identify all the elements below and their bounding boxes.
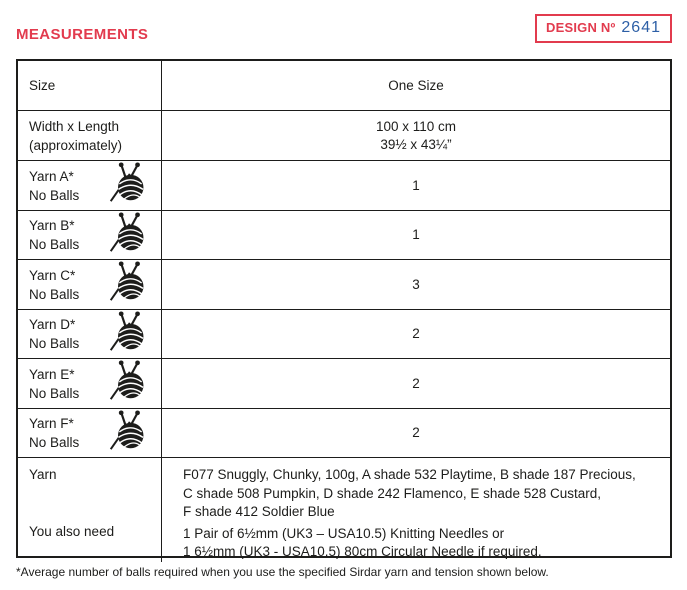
yarn-ball-icon: [108, 360, 148, 407]
yarn-a-value-cell: [162, 161, 670, 210]
yarn-f-noballs-label: No Balls: [29, 435, 80, 450]
yarn-c-value-cell: [162, 260, 670, 309]
yarn-e-noballs-label: No Balls: [29, 385, 80, 401]
table-row-dimensions: [18, 110, 670, 160]
measurements-table: [16, 59, 672, 558]
yarn-f-label-cell: [18, 409, 162, 457]
design-number-box: [535, 14, 672, 43]
yarn-e-value-cell: [162, 359, 670, 408]
yarn-ball-icon: [108, 410, 148, 457]
yarn-a-label: Yarn A*: [29, 168, 74, 184]
table-row-yarn-e: [18, 358, 670, 408]
yarn-ball-icon: [108, 261, 148, 308]
yarn-description-line1: F077 Snuggly, Chunky, 100g, A shade 532 Playtime, B shade 187 Precious,: [183, 467, 636, 482]
yarn-e-balls-value: 2: [412, 375, 420, 391]
table-row-yarn-f: [18, 408, 670, 457]
yarn-f-balls-value: 2: [412, 425, 420, 440]
yarn-ball-icon: [108, 212, 148, 259]
yarn-a-label-cell: [18, 161, 162, 210]
yarn-a-balls-value: 1: [412, 177, 420, 193]
dimensions-value-cm: 100 x 110 cm: [375, 118, 457, 134]
dimensions-value-cell: [162, 111, 670, 160]
table-row-yarn-details: [18, 457, 670, 562]
yarn-ball-icon: [108, 311, 148, 358]
needles-description: [183, 525, 660, 562]
dimensions-label-line1: Width x Length: [29, 118, 120, 134]
yarn-c-balls-value: 3: [412, 276, 420, 292]
size-label: Size: [29, 78, 56, 93]
dimensions-label-cell: [18, 111, 162, 160]
yarn-b-value-cell: [162, 211, 670, 259]
yarn-b-label: Yarn B*: [29, 218, 75, 233]
footnote: *Average number of balls required when you use the specified Sirdar yarn and tension shown below.: [16, 565, 549, 579]
page-title: MEASUREMENTS: [16, 26, 149, 43]
yarn-description-line3: F shade 412 Soldier Blue: [183, 504, 335, 519]
yarn-c-label: Yarn C*: [29, 267, 76, 283]
yarn-d-label-cell: [18, 310, 162, 358]
table-row-yarn-d: [18, 309, 670, 358]
yarn-b-label-cell: [18, 211, 162, 259]
size-label-cell: [18, 61, 162, 110]
yarn-c-noballs-label: No Balls: [29, 286, 80, 302]
yarn-d-noballs-label: No Balls: [29, 336, 80, 351]
table-row-size: [18, 61, 670, 110]
yarn-d-label: Yarn D*: [29, 317, 76, 332]
dimensions-value-inches: 39½ x 43¼”: [380, 136, 452, 152]
yarn-info-label: Yarn: [29, 467, 57, 482]
yarn-ball-icon: [108, 162, 148, 209]
yarn-details-value-cell: [162, 458, 670, 562]
yarn-a-noballs-label: No Balls: [29, 187, 80, 203]
design-number-label: DESIGN Nº: [546, 20, 616, 35]
yarn-details-label-cell: [18, 458, 162, 562]
yarn-f-label: Yarn F*: [29, 416, 74, 431]
table-row-yarn-b: [18, 210, 670, 259]
dimensions-label-line2: (approximately): [29, 137, 123, 153]
yarn-c-label-cell: [18, 260, 162, 309]
size-value: One Size: [388, 77, 444, 93]
size-value-cell: [162, 61, 670, 110]
yarn-e-label: Yarn E*: [29, 366, 75, 382]
yarn-b-balls-value: 1: [412, 227, 420, 242]
yarn-description-line2: C shade 508 Pumpkin, D shade 242 Flamenco, E shade 528 Custard,: [183, 485, 601, 501]
needles-line1: 1 Pair of 6½mm (UK3 – USA10.5) Knitting Needles or: [183, 525, 505, 541]
yarn-b-noballs-label: No Balls: [29, 237, 80, 252]
yarn-d-value-cell: [162, 310, 670, 358]
table-row-yarn-a: [18, 160, 670, 210]
yarn-description: [183, 466, 660, 522]
also-need-label: You also need: [29, 524, 115, 539]
table-row-yarn-c: [18, 259, 670, 309]
design-number-value: 2641: [621, 19, 661, 36]
yarn-e-label-cell: [18, 359, 162, 408]
yarn-f-value-cell: [162, 409, 670, 457]
yarn-d-balls-value: 2: [412, 326, 420, 341]
needles-line2: 1 6½mm (UK3 - USA10.5) 80cm Circular Needle if required.: [183, 544, 542, 559]
